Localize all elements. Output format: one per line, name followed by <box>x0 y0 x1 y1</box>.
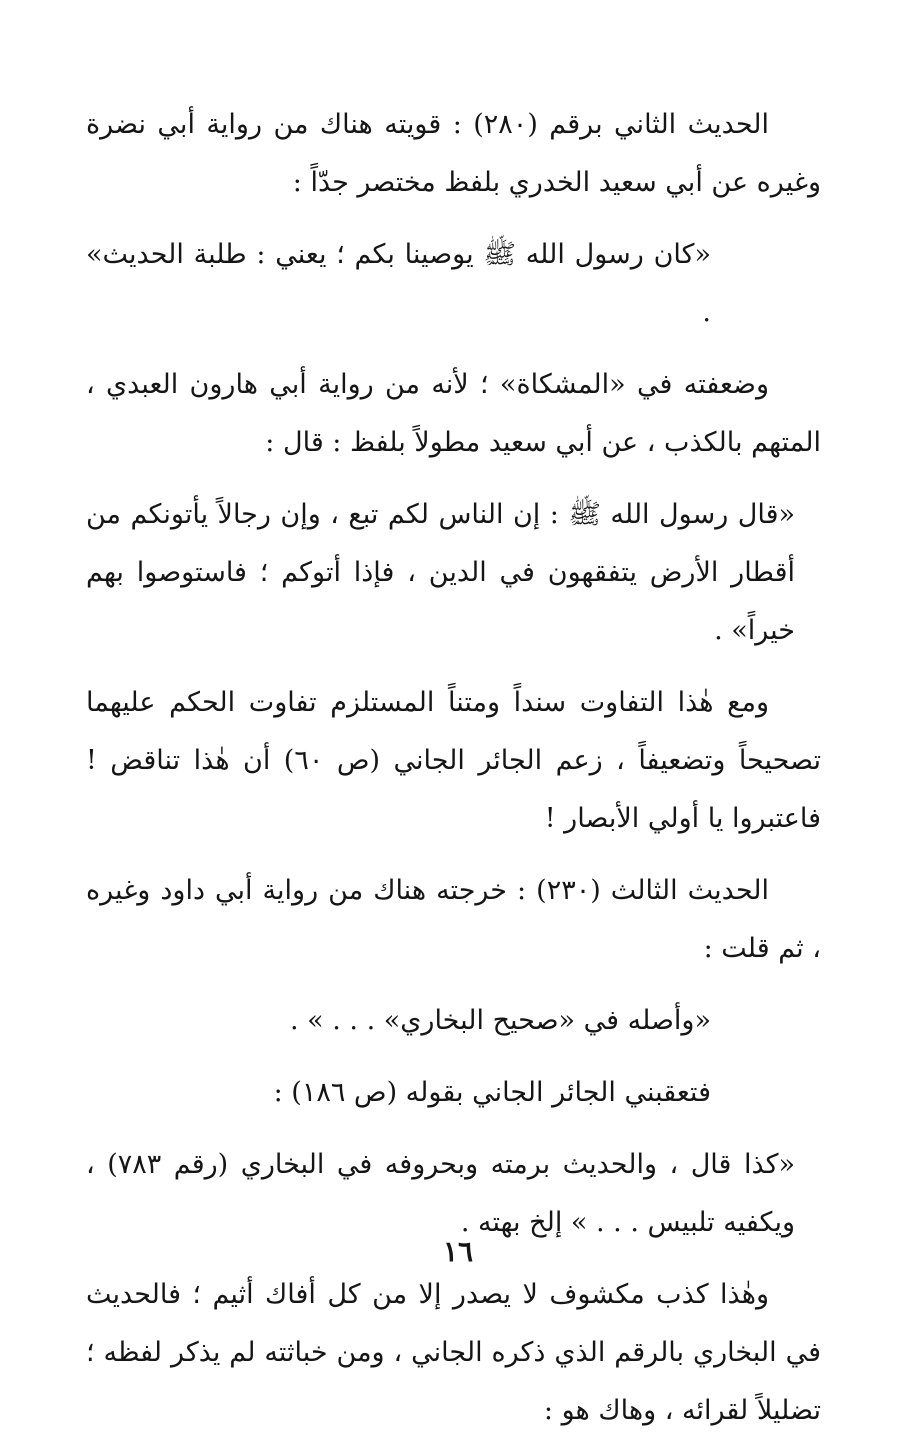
paragraph-contradiction: ومع هٰذا التفاوت سنداً ومتناً المستلزم تفاوت الحكم عليهما تصحيحاً وتضعيفاً ، زعم الجائر الجاني (ص ٦٠) أن هٰذا تناقض ! فاعتبروا يا أولي الأبصار ! <box>86 687 821 834</box>
quote-bukhari-origin: «وأصله في «صحيح البخاري» . . . » . <box>290 1005 711 1036</box>
paragraph-hadith-three: الحديث الثالث (٢٣٠) : خرجته هناك من رواية أبي داود وغيره ، ثم قلت : <box>86 875 821 964</box>
paragraph-weakening: وضعفته في «المشكاة» ؛ لأنه من رواية أبي هارون العبدي ، المتهم بالكذب ، عن أبي سعيد مطولاً بلفظ : قال : <box>86 369 821 458</box>
paragraph-critique-intro: فتعقبني الجائر الجاني بقوله (ص ١٨٦) : <box>273 1077 711 1108</box>
quote-hadith-two-long: «قال رسول الله ﷺ : إن الناس لكم تبع ، وإن رجالاً يأتونكم من أقطار الأرض يتفقهون في الدين ، فإذا أتوكم ؛ فاستوصوا بهم خيراً» . <box>86 499 795 646</box>
paragraph-hadith-two: الحديث الثاني برقم (٢٨٠) : قويته هناك من رواية أبي نضرة وغيره عن أبي سعيد الخدري بلفظ مختصر جدّاً : <box>86 109 821 198</box>
paragraph-refutation: وهٰذا كذب مكشوف لا يصدر إلا من كل أفاك أثيم ؛ فالحديث في البخاري بالرقم الذي ذكره الجاني ، ومن خباثته لم يذكر لفظه ؛ تضليلاً لقرائه ، وهاك هو : <box>86 1279 821 1426</box>
page-number: ١٦ <box>442 1235 474 1268</box>
quote-hadith-two-short: «كان رسول الله ﷺ يوصينا بكم ؛ يعني : طلبة الحديث» . <box>86 239 711 328</box>
quote-critic: «كذا قال ، والحديث برمته وبحروفه في البخاري (رقم ٧٨٣) ، ويكفيه تلبيس . . . » إلخ بهته . <box>86 1149 795 1238</box>
